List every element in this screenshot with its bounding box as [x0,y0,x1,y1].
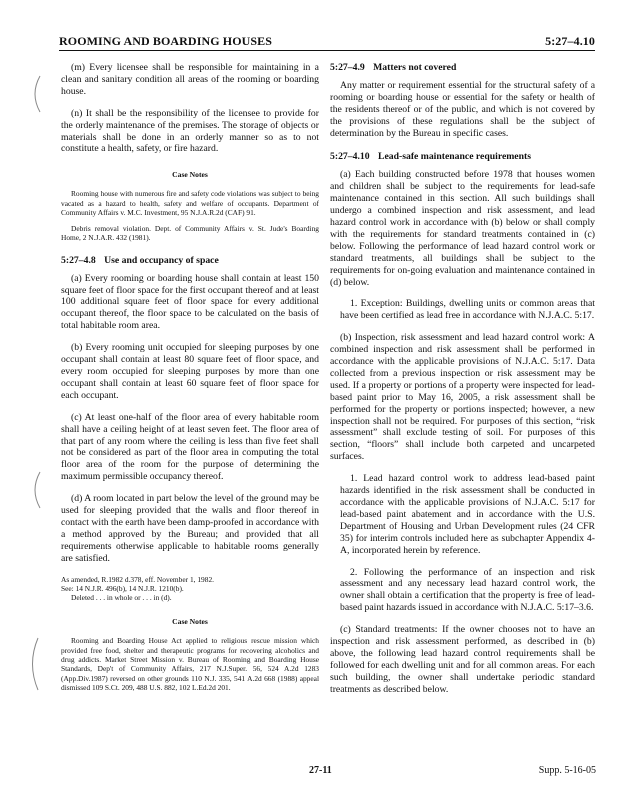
binder-hole-mark-2 [28,470,42,510]
header-rule [59,50,595,51]
para-4-10-a-1: 1. Exception: Buildings, dwelling units or common areas that have been certified as lead free in accordance with N.J.A.C. 5:17. [340,298,595,322]
left-column [61,62,319,699]
amendment-history [61,575,319,603]
section-number: 5:27–4.8 [61,254,96,266]
para-4-8-c: (c) At least one-half of the floor area of every habitable room shall have a ceiling height of at least seven feet. The floor area of that part of any room where the ceiling is less than five feet shall not be considered as part of the floor area in computing the total floor area of the room for the purpose of determining the maximum permissible occupancy thereof. [61,411,319,483]
binder-hole-mark-1 [28,74,42,114]
case-note: Debris removal violation. Dept. of Community Affairs v. St. Jude's Boarding Home, 2 N.J.A.R. 432 (1981). [61,224,319,243]
amendment-line: As amended, R.1982 d.378, eff. November 1, 1982. [61,574,214,584]
case-notes-heading: Case Notes [172,170,208,180]
section-number: 5:27–4.9 [330,62,365,73]
para-4-8-b: (b) Every rooming unit occupied for sleeping purposes by one occupant shall contain at least 80 square feet of floor space, and every room occupied for sleeping purposes by more than one occupant shall contain at least 60 square feet of floor space for each occupant. [61,342,319,401]
right-column [330,62,595,706]
supplement-date: Supp. 5-16-05 [538,765,596,776]
section-title: Matters not covered [373,62,457,73]
running-header [59,34,595,50]
case-note: Rooming and Boarding House Act applied to religious rescue mission which provided free food, shelter and therapeutic programs for recovering alcoholics and drug addicts. Market Street Mission v. Bureau of Rooming and Boarding House Standards, Dep't of Community Affairs, 217 N.J.Super. 56, 524 A.2d 1283 (App.Div.1987) reversed on other grounds 110 N.J. 335, 541 A.2d 668 (1988) appeal dismissed 109 S.Ct. 209, 488 U.S. 882, 102 L.Ed.2d 201. [61,636,319,692]
section-heading-4-9 [330,62,595,74]
para-4-9: Any matter or requirement essential for the structural safety of a rooming or boarding house or essential for the safety or health of the residents thereof or of the public, and which is not covered by the provisions of these regulations shall be the subject of determination by the Bureau in specific cases. [330,79,595,139]
amendment-line: Deleted . . . in whole or . . . in (d). [71,593,172,603]
para-n: (n) It shall be the responsibility of the licensee to provide for the orderly maintenance of the premises. The storage of objects or materials shall be done in an orderly manner so as to not constitute a health, safety, or fire hazard. [61,107,319,155]
para-4-10-b-2: 2. Following the performance of an inspection and risk assessment and any necessary lead hazard control work, the owner shall obtain a certification that the property is free of lead-based paint hazards issued in accordance with N.J.A.C. 5:17–3.6. [340,566,595,614]
case-notes-heading: Case Notes [172,617,208,627]
para-4-10-b-1: 1. Lead hazard control work to address lead-based paint hazards identified in the risk assessment shall be conducted in accordance with the applicable provisions of N.J.A.C. 5:17 for lead-based paint abatement and in accordance with the U.S. Department of Housing and Urban Development rules (24 CFR 35) for interim controls included here as subchapter Appendix 4-A, incorporated herein by reference. [340,473,595,556]
para-4-10-a: (a) Each building constructed before 1978 that houses women and children shall be subject to the requirements for lead-safe maintenance contained in this section. All such buildings shall undergo a combined inspection and risk assessment, and lead hazard control work in accordance with (b) below or shall comply with the requirements for standard treatments contained in (c) below. Following the performance of lead hazard control work or standard treatments, all buildings shall be subject to the requirements for on-going evaluation and maintenance contained in (d) below. [330,169,595,288]
para-m: (m) Every licensee shall be responsible for maintaining in a clean and sanitary condition all areas of the rooming or boarding house. [61,62,319,97]
header-title: ROOMING AND BOARDING HOUSES [59,34,273,48]
page-number: 27-11 [309,765,332,776]
para-4-8-a: (a) Every rooming or boarding house shall contain at least 150 square feet of floor space for the first occupant thereof and at least 100 additional square feet of floor space for every additional occupant thereof, the floor space to be calculated on the basis of total habitable room area. [61,272,319,332]
header-section-range: 5:27–4.10 [545,34,595,48]
section-heading-4-10 [330,151,595,163]
section-title: Use and occupancy of space [104,254,219,266]
amendment-line: See: 14 N.J.R. 496(b), 14 N.J.R. 1210(b). [61,583,184,593]
para-4-10-c: (c) Standard treatments: If the owner chooses not to have an inspection and risk assessment performed, as described in (b) above, the following lead hazard control requirements shall be followed for each dwelling unit and for all common areas. For each such building, the owner shall undertake periodic standard treatments as described below. [330,624,595,695]
para-4-10-b: (b) Inspection, risk assessment and lead hazard control work: A combined inspection and risk assessment shall be performed in accordance with the applicable provisions of N.J.A.C. 5:17. Data collected from a previous inspection or risk assessment may be used. If a property or portions of a property were inspected for lead-based paint prior to May 16, 2005, a risk assessment shall be performed for the property or portions inspected; however, a new inspection shall not be required. For purposes of this section, “risk assessment” shall exclude testing of soil. For purposes of this section, “floors” shall include both carpeted and uncarpeted surfaces. [330,332,595,463]
case-note: Rooming house with numerous fire and safety code violations was subject to being vacated as a hazard to health, safety and welfare of occupants. Department of Community Affairs v. M.C. Investment, 95 N.J.A.R.2d (CAF) 91. [61,189,319,217]
binder-hole-mark-3 [26,636,40,692]
section-number: 5:27–4.10 [330,151,370,163]
section-title: Lead-safe maintenance requirements [377,151,531,163]
section-heading-4-8 [61,255,319,267]
para-4-8-d: (d) A room located in part below the level of the ground may be used for sleeping provided that the walls and floor thereof in contact with the earth have been damp-proofed in accordance with a method approved by the Bureau; and provided that all requirements otherwise applicable to habitable rooms generally are satisfied. [61,493,319,564]
